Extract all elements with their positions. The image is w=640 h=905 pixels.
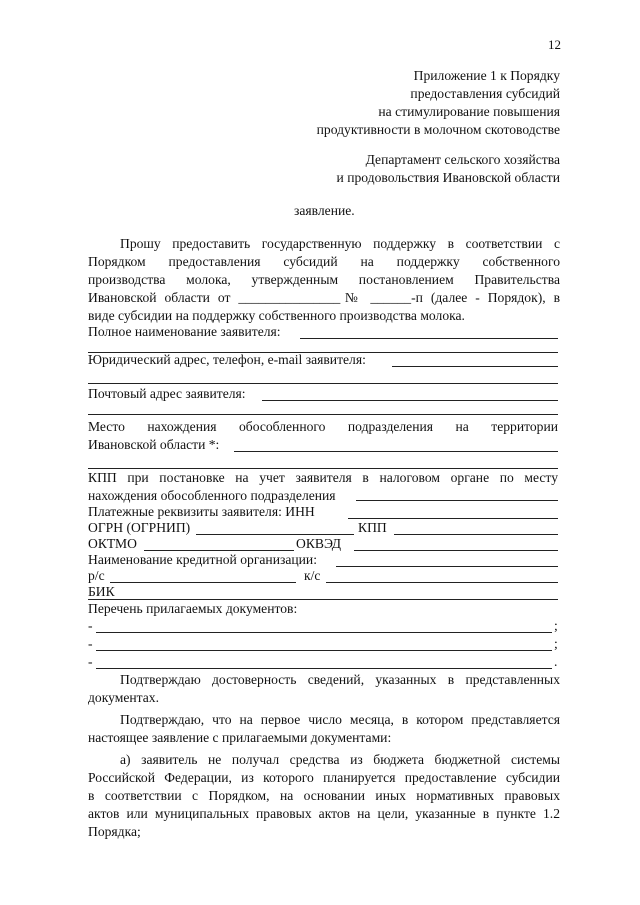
document-item-dash-3: -: [88, 654, 93, 669]
rs-input-line[interactable]: [110, 582, 296, 583]
location-input-line-2[interactable]: [88, 468, 558, 469]
recipient-line-2: и продовольствия Ивановской области: [336, 170, 560, 185]
oktmo-label: ОКТМО: [88, 536, 137, 551]
kpp-label: КПП: [358, 520, 387, 535]
postal-address-input-line-2[interactable]: [88, 414, 558, 415]
appendix-line-3: на стимулирование повышения: [378, 104, 560, 119]
appendix-line-4: продуктивности в молочном скотоводстве: [316, 122, 560, 137]
intro-line-4: Ивановской области от _______________№ ______-п (далее - Порядок), в: [88, 290, 560, 305]
postal-address-label: Почтовый адрес заявителя:: [88, 386, 246, 401]
okved-input-line[interactable]: [354, 550, 558, 551]
kpp-location-label-line-2: нахождения обособленного подразделения: [88, 488, 336, 503]
document-item-dash-2: -: [88, 636, 93, 651]
appendix-line-1: Приложение 1 к Порядку: [413, 68, 560, 83]
document-item-end-3: .: [554, 654, 558, 669]
ks-input-line[interactable]: [326, 582, 558, 583]
document-item-dash-1: -: [88, 618, 93, 633]
kpp-location-input-line[interactable]: [356, 500, 558, 501]
ogrn-input-line[interactable]: [196, 534, 354, 535]
rs-label: р/с: [88, 568, 105, 583]
location-label-line-2: Ивановской области *:: [88, 437, 220, 452]
legal-address-label: Юридический адрес, телефон, e-mail заявителя:: [88, 352, 366, 367]
confirm-line-1: Подтверждаю достоверность сведений, указанных в представленных: [120, 672, 560, 687]
okved-label: ОКВЭД: [296, 536, 342, 551]
document-item-line-3[interactable]: [96, 668, 552, 669]
bik-input-line[interactable]: [88, 599, 558, 600]
document-item-end-2: ;: [554, 636, 558, 651]
intro-line-5: виде субсидии на поддержку собственного производства молока.: [88, 308, 465, 323]
bank-name-input-line[interactable]: [336, 566, 558, 567]
intro-line-3: производства молока, утвержденным постановлением Правительства: [88, 272, 560, 287]
legal-address-input-line[interactable]: [392, 366, 558, 367]
item-a-line-3: в соответствии с Порядком, на основании иных нормативных правовых: [88, 788, 560, 803]
document-item-line-1[interactable]: [96, 632, 552, 633]
bik-label: БИК: [88, 584, 115, 599]
item-a-line-5: Порядка;: [88, 824, 141, 839]
ogrn-label: ОГРН (ОГРНИП): [88, 520, 191, 535]
intro-line-1: Прошу предоставить государственную поддержку в соответствии с: [120, 236, 560, 251]
oktmo-input-line[interactable]: [144, 550, 294, 551]
kpp-input-line[interactable]: [394, 534, 558, 535]
documents-list-label: Перечень прилагаемых документов:: [88, 601, 298, 616]
document-title: заявление.: [294, 203, 355, 218]
page-number: 12: [548, 37, 561, 52]
full-name-label: Полное наименование заявителя:: [88, 324, 281, 339]
location-label-line-1: Место нахождения обособленного подразделения на территории: [88, 419, 558, 434]
kpp-location-label-line-1: КПП при постановке на учет заявителя в налоговом органе по месту: [88, 470, 558, 485]
confirm-line-2: документах.: [88, 690, 159, 705]
legal-address-input-line-2[interactable]: [88, 383, 558, 384]
location-input-line[interactable]: [234, 451, 558, 452]
appendix-line-2: предоставления субсидий: [410, 86, 560, 101]
document-item-end-1: ;: [554, 618, 558, 633]
confirm2-line-2: настоящее заявление с прилагаемыми документами:: [88, 730, 392, 745]
postal-address-input-line[interactable]: [262, 400, 558, 401]
recipient-line-1: Департамент сельского хозяйства: [365, 152, 560, 167]
item-a-line-1: а) заявитель не получал средства из бюджета бюджетной системы: [120, 752, 560, 767]
intro-line-2: Порядком предоставления субсидий на поддержку собственного: [88, 254, 560, 269]
ks-label: к/с: [304, 568, 321, 583]
item-a-line-2: Российской Федерации, из которого планируется предоставление субсидии: [88, 770, 560, 785]
document-item-line-2[interactable]: [96, 650, 552, 651]
confirm2-line-1: Подтверждаю, что на первое число месяца, в котором представляется: [120, 712, 560, 727]
full-name-input-line[interactable]: [300, 338, 558, 339]
inn-input-line[interactable]: [348, 518, 558, 519]
item-a-line-4: актов или муниципальных правовых актов на цели, указанные в пункте 1.2: [88, 806, 560, 821]
bank-name-label: Наименование кредитной организации:: [88, 552, 317, 567]
payment-details-label: Платежные реквизиты заявителя: ИНН: [88, 504, 315, 519]
